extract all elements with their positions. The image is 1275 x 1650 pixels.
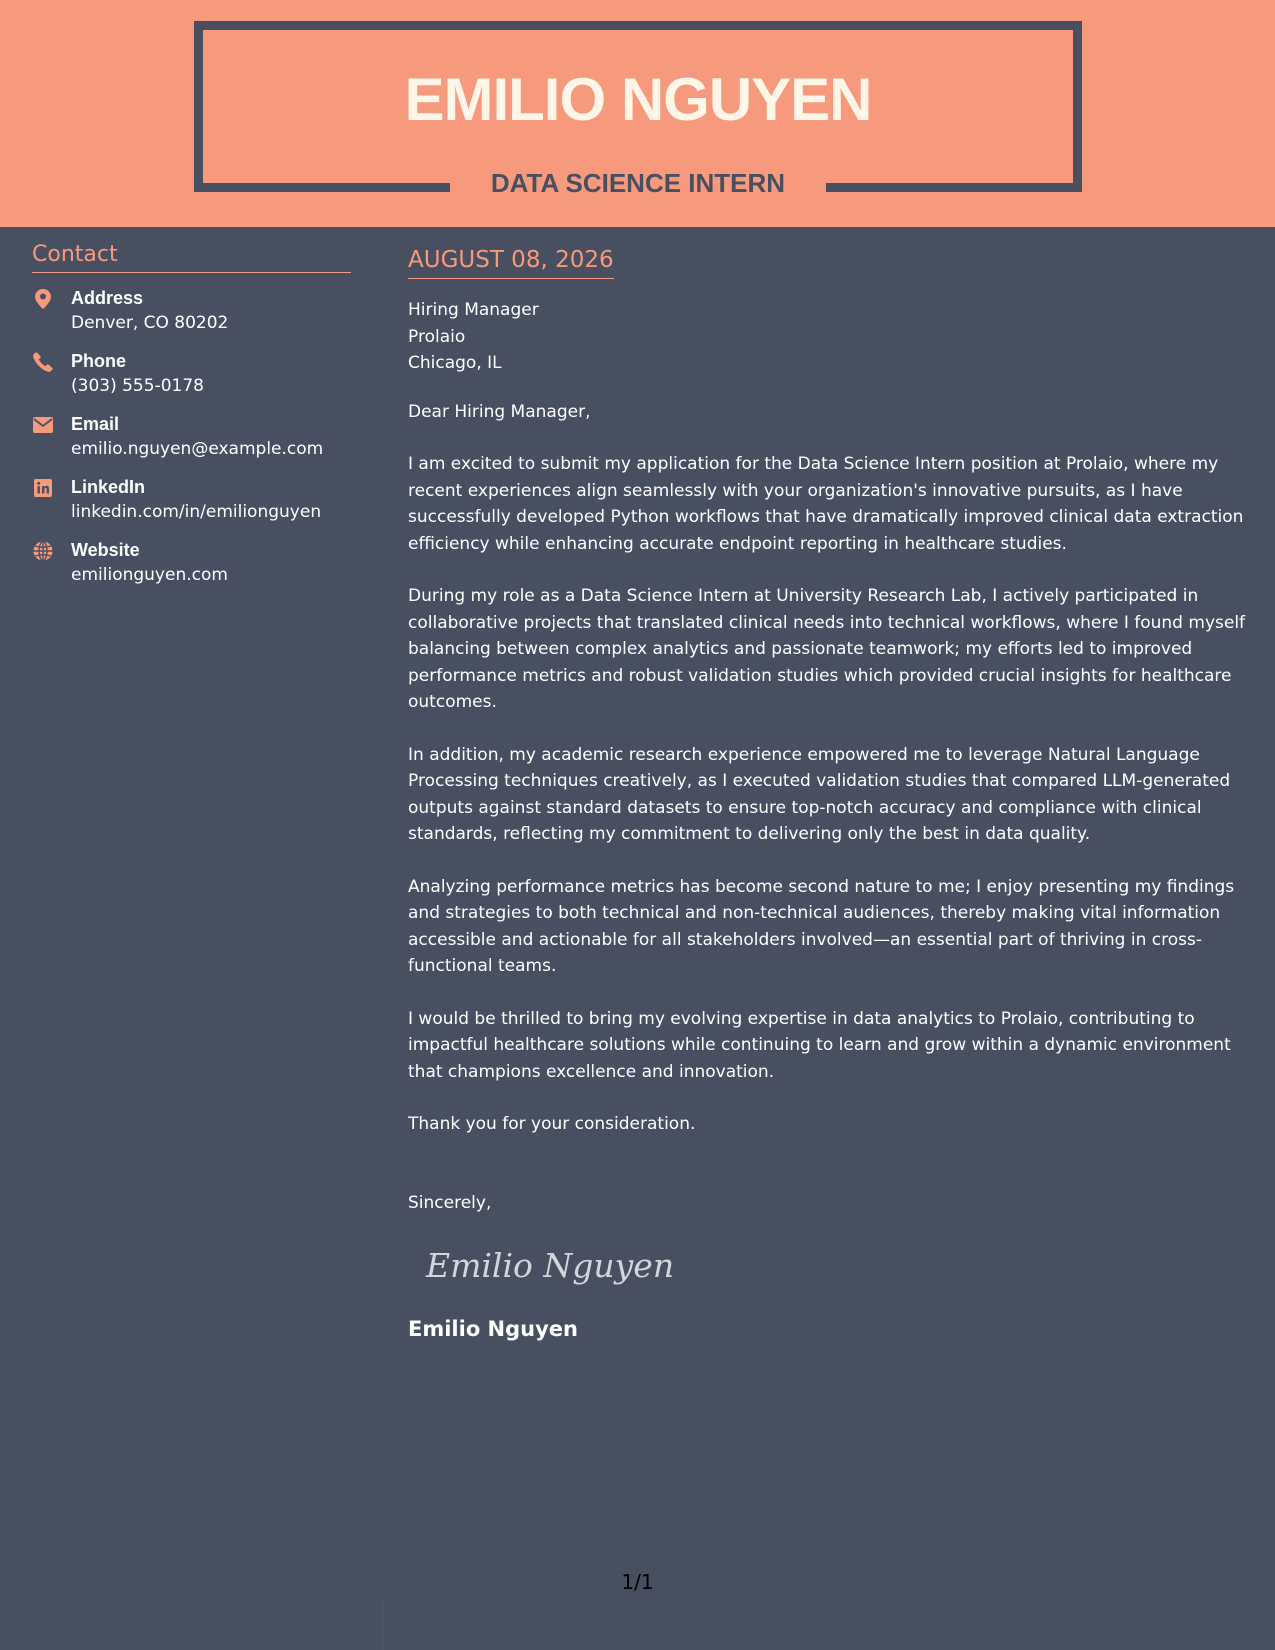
contact-label: Email [71, 414, 120, 434]
envelope-icon [32, 414, 54, 436]
contact-label: Phone [71, 351, 127, 371]
closing: Sincerely, [408, 1192, 492, 1213]
contact-list [32, 285, 351, 600]
handwritten-signature: Emilio Nguyen [426, 1246, 675, 1285]
paragraph: Analyzing performance metrics has become second nature to me; I enjoy presenting my findings and strategies to both technical and non-technical audiences, thereby making vital information accessible and actionable for all stakeholders involved—an essential part of thriving in cross-functional teams. [408, 876, 1235, 976]
job-title: DATA SCIENCE INTERN [490, 168, 786, 198]
signer-name: Emilio Nguyen [408, 1317, 578, 1341]
contact-value: Denver, CO 80202 [71, 313, 229, 333]
header-banner [0, 0, 1275, 227]
contact-value: (303) 555-0178 [71, 376, 204, 396]
linkedin-icon [32, 477, 54, 499]
contact-item-linkedin [32, 474, 351, 537]
contact-value: linkedin.com/in/emilionguyen [71, 502, 322, 522]
paragraph: In addition, my academic research experience empowered me to leverage Natural Language Processing techniques creatively, as I executed validation studies that compared LLM-generated outputs against standard datasets to ensure top-notch accuracy and compliance with clinical standards, reflecting my commitment to delivering only the best in data quality. [408, 744, 1231, 844]
contact-item-address [32, 285, 351, 348]
contact-item-phone [32, 348, 351, 411]
phone-icon [32, 351, 54, 373]
globe-icon [32, 540, 54, 562]
map-pin-icon [32, 288, 54, 310]
page-number: 1/1 [621, 1570, 654, 1594]
contact-section-title: Contact [32, 240, 351, 273]
header-frame-bottom-left [194, 183, 450, 192]
recipient-line: Prolaio [408, 326, 466, 347]
contact-label: Website [71, 540, 140, 560]
contact-value: emilio.nguyen@example.com [71, 439, 324, 459]
recipient-line: Chicago, IL [408, 353, 502, 373]
header-frame-bottom-right [826, 183, 1082, 192]
contact-label: LinkedIn [71, 477, 146, 497]
paragraph: I would be thrilled to bring my evolving expertise in data analytics to Prolaio, contributing to impactful healthcare solutions while continuing to learn and grow within a dynamic environment that champions excellence and innovation. [408, 1008, 1231, 1082]
contact-value: emilionguyen.com [71, 565, 228, 585]
recipient-block [408, 297, 1258, 377]
contact-item-email [32, 411, 351, 474]
letter-date: AUGUST 08, 2026 [408, 244, 614, 279]
contact-sidebar [32, 240, 351, 600]
greeting: Dear Hiring Manager, [408, 401, 591, 422]
applicant-name: EMILIO NGUYEN [404, 66, 872, 133]
recipient-line: Hiring Manager [408, 300, 539, 320]
contact-item-website [32, 537, 351, 600]
column-divider [382, 1600, 383, 1650]
thank-you-line: Thank you for your consideration. [408, 1114, 696, 1134]
contact-label: Address [71, 288, 144, 308]
paragraph: I am excited to submit my application for the Data Science Intern position at Prolaio, where my recent experiences align seamlessly with your organization's innovative pursuits, as I have successfully developed Python workflows that have dramatically improved clinical data extraction efficiency while enhancing accurate endpoint reporting in healthcare studies. [408, 454, 1244, 554]
letter-body [408, 244, 1258, 1344]
paragraph: During my role as a Data Science Intern at University Research Lab, I actively participated in collaborative projects that translated clinical needs into technical workflows, where I found myself balancing between complex analytics and passionate teamwork; my efforts led to improved performance metrics and robust validation studies which provided crucial insights for healthcare outcomes. [408, 586, 1246, 712]
